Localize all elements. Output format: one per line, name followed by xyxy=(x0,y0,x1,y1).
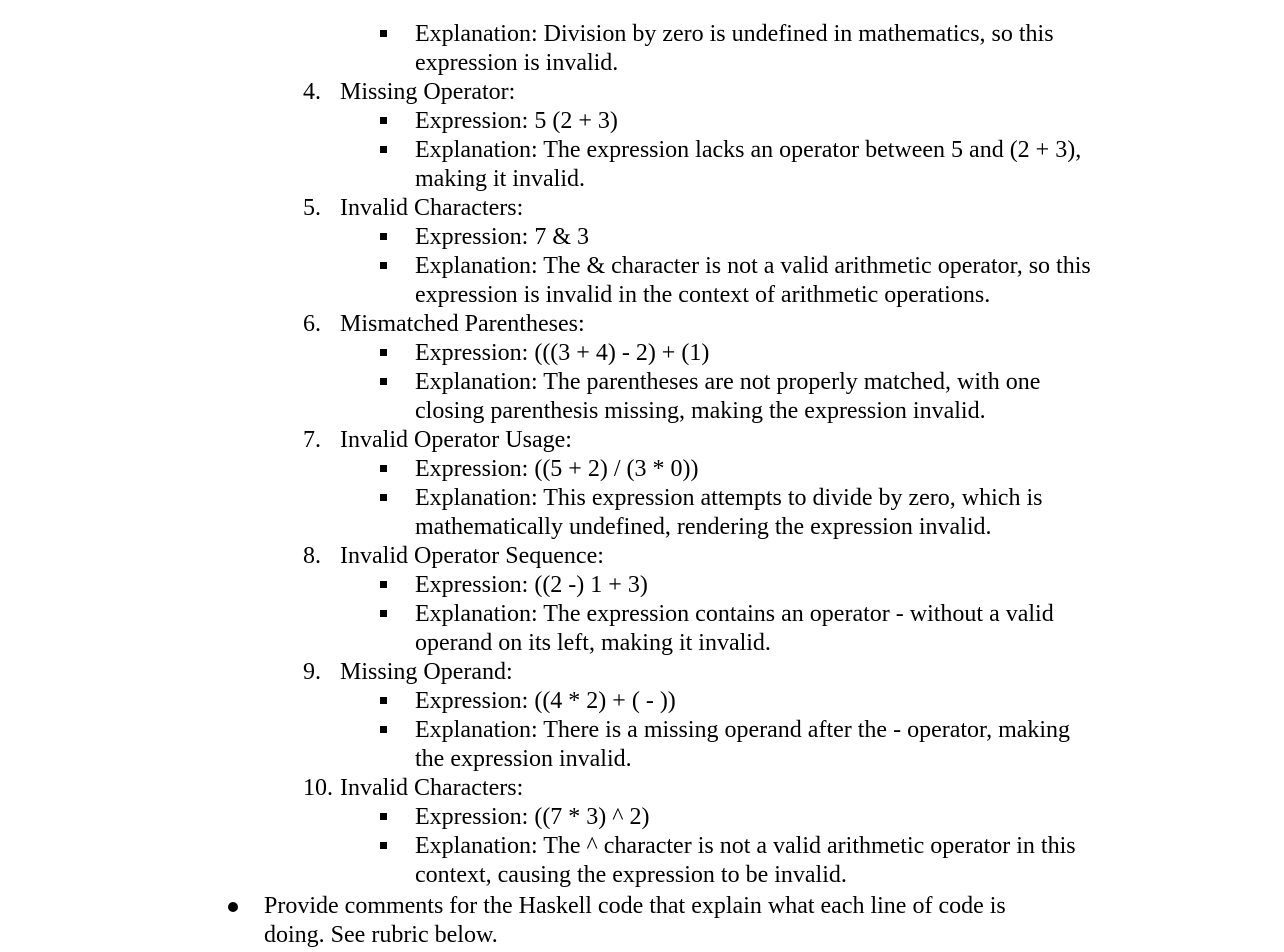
square-bullet-icon xyxy=(380,697,387,704)
explanation-text: Explanation: The ^ character is not a valid arithmetic operator in this context, causing the expression to be invalid. xyxy=(415,833,1076,888)
list-item xyxy=(0,194,1284,310)
intro-explanation xyxy=(0,20,1095,78)
list-item-heading xyxy=(0,774,1284,803)
square-bullet-icon xyxy=(380,349,387,356)
square-bullet-icon xyxy=(380,581,387,588)
list-item xyxy=(0,426,1284,542)
list-item xyxy=(0,542,1284,658)
list-item-number: 8. xyxy=(303,543,321,569)
explanation-text: Explanation: The expression lacks an operator between 5 and (2 + 3), making it invalid. xyxy=(415,137,1082,192)
list-item xyxy=(0,310,1284,426)
explanation-text: Explanation: The expression contains an operator - without a valid operand on its left, making it invalid. xyxy=(415,601,1054,656)
expression-line xyxy=(0,339,1095,368)
list-item-title: Invalid Operator Usage: xyxy=(340,427,572,453)
list-item-title: Invalid Operator Sequence: xyxy=(340,543,604,569)
list-item-title: Mismatched Parentheses: xyxy=(340,311,585,337)
expression-text: Expression: ((5 + 2) / (3 * 0)) xyxy=(415,456,699,482)
square-bullet-icon xyxy=(380,465,387,472)
intro-explanation-text: Explanation: Division by zero is undefined in mathematics, so this expression is invalid. xyxy=(415,21,1054,76)
explanation-line xyxy=(0,136,1095,194)
list-item-number: 4. xyxy=(303,79,321,105)
square-bullet-icon xyxy=(380,30,387,37)
list-item-title: Invalid Characters: xyxy=(340,195,524,221)
list-item-heading xyxy=(0,194,1284,223)
expression-text: Expression: ((2 -) 1 + 3) xyxy=(415,572,648,598)
list-item-number: 9. xyxy=(303,659,321,685)
document-page xyxy=(0,20,1284,950)
final-bullet xyxy=(0,892,1054,950)
numbered-list xyxy=(0,78,1284,890)
explanation-text: Explanation: The parentheses are not properly matched, with one closing parenthesis missing, making the expression invalid. xyxy=(415,369,1041,424)
list-item-heading xyxy=(0,658,1284,687)
explanation-text: Explanation: The & character is not a valid arithmetic operator, so this expression is invalid in the context of arithmetic operations. xyxy=(415,253,1091,308)
expression-text: Expression: 5 (2 + 3) xyxy=(415,108,618,134)
square-bullet-icon xyxy=(380,813,387,820)
square-bullet-icon xyxy=(380,233,387,240)
list-item-number: 6. xyxy=(303,311,321,337)
square-bullet-icon xyxy=(380,146,387,153)
explanation-text: Explanation: This expression attempts to divide by zero, which is mathematically undefined, rendering the expression invalid. xyxy=(415,485,1043,540)
list-item-number: 7. xyxy=(303,427,321,453)
explanation-line xyxy=(0,600,1095,658)
expression-line xyxy=(0,571,1095,600)
list-item-number: 5. xyxy=(303,195,321,221)
square-bullet-icon xyxy=(380,494,387,501)
list-item-title: Missing Operand: xyxy=(340,659,513,685)
expression-line xyxy=(0,455,1095,484)
round-bullet-icon xyxy=(228,902,238,912)
explanation-line xyxy=(0,484,1095,542)
list-item xyxy=(0,774,1284,890)
list-item-title: Invalid Characters: xyxy=(340,775,524,801)
expression-line xyxy=(0,687,1095,716)
explanation-line xyxy=(0,832,1095,890)
final-bullet-text: Provide comments for the Haskell code that explain what each line of code is doing. See rubric below. xyxy=(264,893,1006,948)
list-item-heading xyxy=(0,426,1284,455)
expression-line xyxy=(0,107,1095,136)
square-bullet-icon xyxy=(380,117,387,124)
square-bullet-icon xyxy=(380,842,387,849)
expression-text: Expression: ((7 * 3) ^ 2) xyxy=(415,804,650,830)
square-bullet-icon xyxy=(380,262,387,269)
list-item xyxy=(0,78,1284,194)
list-item-heading xyxy=(0,310,1284,339)
explanation-line xyxy=(0,716,1095,774)
list-item-title: Missing Operator: xyxy=(340,79,516,105)
expression-line xyxy=(0,803,1095,832)
expression-text: Expression: ((4 * 2) + ( - )) xyxy=(415,688,676,714)
expression-text: Expression: (((3 + 4) - 2) + (1) xyxy=(415,340,710,366)
explanation-line xyxy=(0,252,1095,310)
explanation-text: Explanation: There is a missing operand after the - operator, making the expression invalid. xyxy=(415,717,1071,772)
square-bullet-icon xyxy=(380,378,387,385)
explanation-line xyxy=(0,368,1095,426)
expression-text: Expression: 7 & 3 xyxy=(415,224,589,250)
square-bullet-icon xyxy=(380,610,387,617)
list-item-number: 10. xyxy=(303,775,333,801)
list-item-heading xyxy=(0,542,1284,571)
expression-line xyxy=(0,223,1095,252)
square-bullet-icon xyxy=(380,726,387,733)
list-item xyxy=(0,658,1284,774)
list-item-heading xyxy=(0,78,1284,107)
